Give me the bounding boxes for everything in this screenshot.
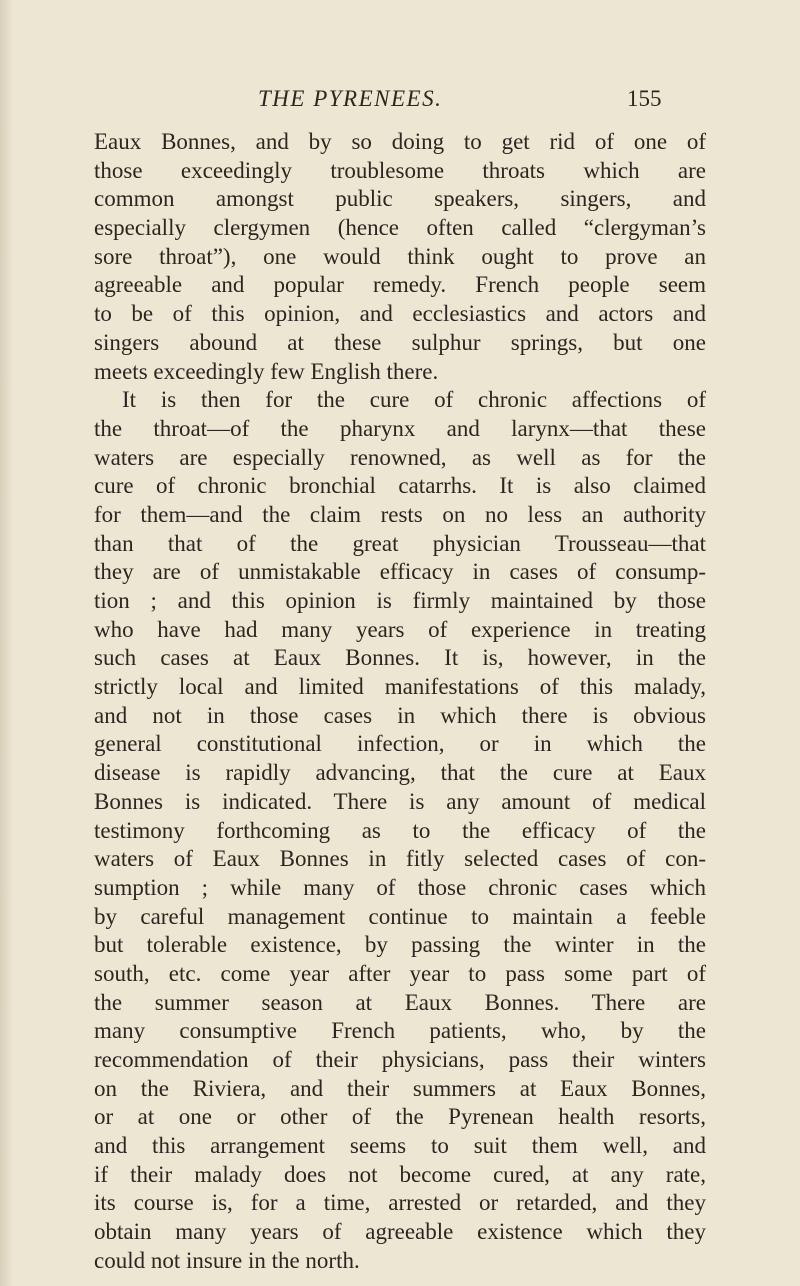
text-line: or at one or other of the Pyrenean health resorts, bbox=[94, 1104, 706, 1130]
text-line: cure of chronic bronchial catarrhs. It is also claimed bbox=[94, 473, 706, 499]
page-gutter-shadow bbox=[0, 0, 14, 1286]
text-line: Eaux Bonnes, and by so doing to get rid of one of bbox=[94, 129, 706, 154]
text-line: especially clergymen (hence often called “clergyman’s bbox=[94, 215, 706, 241]
text-line: general constitutional infection, or in which the bbox=[94, 731, 706, 757]
text-line: for them—and the claim rests on no less an authority bbox=[94, 501, 706, 527]
text-line: could not insure in the north. bbox=[94, 1247, 360, 1273]
text-line: they are of unmistakable efficacy in cases of consump- bbox=[94, 559, 706, 585]
text-line: the summer season at Eaux Bonnes. There are bbox=[94, 989, 706, 1015]
text-line: sumption ; while many of those chronic cases which bbox=[94, 874, 706, 900]
text-line: but tolerable existence, by passing the winter in the bbox=[94, 932, 706, 958]
text-line: and not in those cases in which there is obvious bbox=[94, 702, 706, 728]
text-line: tion ; and this opinion is firmly maintained by those bbox=[94, 588, 706, 613]
text-line: waters of Eaux Bonnes in fitly selected cases of con- bbox=[94, 846, 706, 872]
text-line: testimony forthcoming as to the efficacy of the bbox=[94, 817, 706, 843]
text-line: if their malady does not become cured, at any rate, bbox=[94, 1161, 706, 1187]
text-line: strictly local and limited manifestations of this malady, bbox=[94, 674, 706, 700]
text-line: such cases at Eaux Bonnes. It is, however, in the bbox=[94, 645, 706, 671]
text-line: who have had many years of experience in treating bbox=[94, 616, 706, 642]
text-line: by careful management continue to maintain a feeble bbox=[94, 903, 706, 929]
text-line: sore throat”), one would think ought to prove an bbox=[94, 243, 706, 269]
text-line: its course is, for a time, arrested or retarded, and they bbox=[94, 1190, 706, 1216]
text-line: the throat—of the pharynx and larynx—that these bbox=[94, 415, 706, 441]
running-title: THE PYRENEES. bbox=[258, 86, 443, 111]
text-line: Bonnes is indicated. There is any amount of medical bbox=[94, 788, 706, 814]
text-line: and this arrangement seems to suit them well, and bbox=[94, 1133, 706, 1159]
running-head bbox=[0, 86, 800, 116]
text-line: common amongst public speakers, singers, and bbox=[94, 186, 706, 212]
paragraph-start-line: It is then for the cure of chronic affections of bbox=[122, 387, 706, 413]
text-line: many consumptive French patients, who, by the bbox=[94, 1018, 706, 1044]
text-line: agreeable and popular remedy. French people seem bbox=[94, 272, 706, 298]
text-line: than that of the great physician Trousseau—that bbox=[94, 530, 706, 556]
text-line: meets exceedingly few English there. bbox=[94, 358, 439, 384]
text-line: south, etc. come year after year to pass some part of bbox=[94, 960, 706, 986]
text-line: on the Riviera, and their summers at Eaux Bonnes, bbox=[94, 1075, 706, 1101]
text-line: obtain many years of agreeable existence which they bbox=[94, 1219, 706, 1245]
text-line: waters are especially renowned, as well as for the bbox=[94, 444, 706, 470]
text-line: recommendation of their physicians, pass their winters bbox=[94, 1047, 706, 1072]
text-line: singers abound at these sulphur springs, but one bbox=[94, 329, 706, 355]
text-line: those exceedingly troublesome throats which are bbox=[94, 157, 706, 183]
body-text bbox=[94, 128, 706, 1276]
text-line: disease is rapidly advancing, that the cure at Eaux bbox=[94, 760, 706, 786]
text-line: to be of this opinion, and ecclesiastics and actors and bbox=[94, 301, 706, 327]
page-number: 155 bbox=[627, 86, 662, 111]
